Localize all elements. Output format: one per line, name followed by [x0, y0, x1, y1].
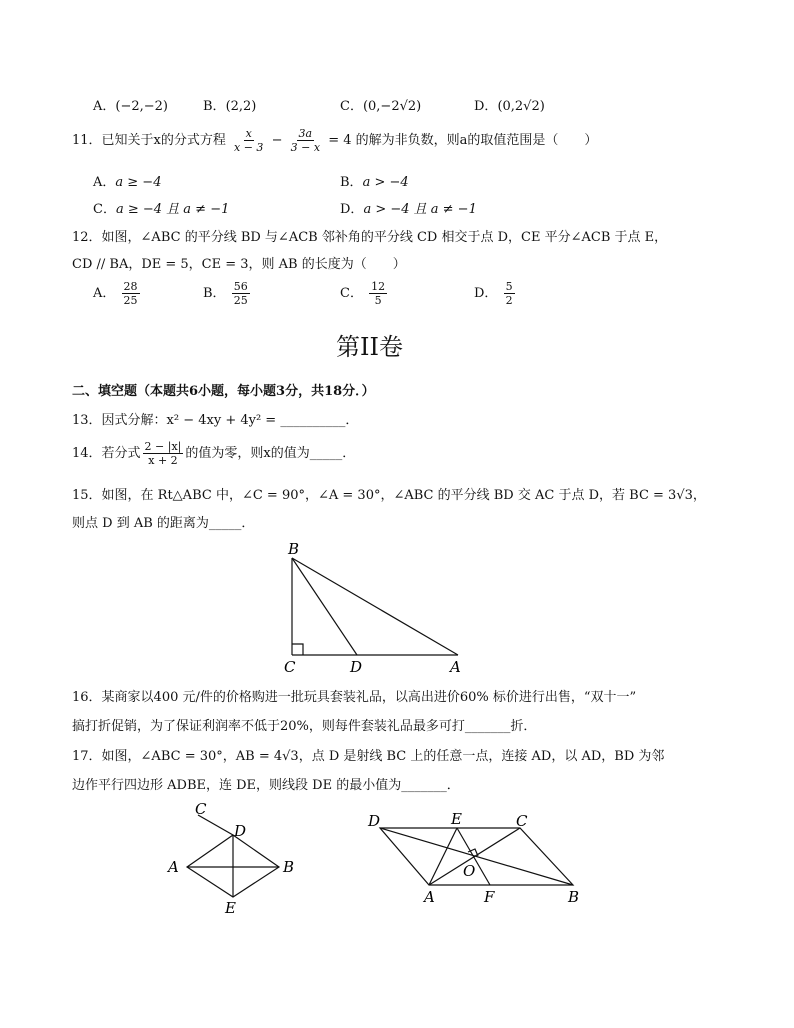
q11-minus: − — [271, 133, 283, 148]
right-angle-mark — [292, 644, 303, 655]
ray-bc — [198, 815, 233, 835]
q12-line-1: 12．如图，∠ABC 的平分线 BD 与∠ACB 邻补角的平分线 CD 相交于点 D，CE 平分∠ACB 于点 E， — [72, 230, 668, 245]
option-label: D． — [474, 286, 498, 301]
fraction-numerator: 5 — [505, 280, 513, 293]
label-b: B — [288, 540, 300, 558]
label-e: E — [225, 899, 236, 917]
label-b: B — [283, 858, 295, 876]
q12-option-d — [474, 280, 517, 307]
q10-option-d — [474, 95, 545, 114]
option-value: (2,2) — [225, 99, 257, 114]
diagonal-bd — [380, 828, 573, 885]
option-label: C． — [93, 202, 116, 217]
fraction-denominator: 3 − x — [290, 141, 321, 154]
fraction-numerator: 3a — [298, 127, 313, 140]
option-label: C． — [340, 286, 363, 301]
q11-option-c — [93, 198, 229, 217]
q10-option-b — [203, 95, 256, 114]
fraction-numerator: 12 — [371, 280, 386, 293]
fraction-denominator: 2 — [505, 294, 513, 307]
fraction-denominator: 25 — [123, 294, 138, 307]
q12-option-c — [340, 280, 389, 307]
option-value: a ≥ −4 且 a ≠ −1 — [115, 202, 230, 217]
q11-option-a — [93, 171, 161, 190]
segment-bd — [292, 558, 357, 655]
q15-line-2: 则点 D 到 AB 的距离为_____． — [72, 516, 255, 531]
fraction-denominator: 5 — [374, 294, 382, 307]
q11-option-d — [340, 198, 477, 217]
question-14 — [72, 440, 355, 468]
label-d: D — [234, 822, 247, 840]
q11-option-b — [340, 171, 409, 190]
label-d: D — [350, 658, 363, 675]
q16-line-2: 搞打折促销，为了保证利润率不低于20%，则每件套装礼品最多可打_______折． — [72, 719, 537, 734]
q14-fraction — [143, 440, 184, 467]
q16-line-1: 16．某商家以400 元/件的价格购进一批玩具套装礼品，以高出进价60% 标价进行出售，“双十一” — [72, 690, 637, 705]
fraction-numerator: x — [245, 127, 252, 140]
option-value: (−2,−2) — [115, 99, 168, 114]
question-13: 13．因式分解：x² − 4xy + 4y² = __________． — [72, 413, 359, 428]
option-label: B． — [340, 175, 363, 190]
option-value: a > −4 — [362, 175, 409, 190]
option-value: a > −4 且 a ≠ −1 — [363, 202, 477, 217]
q14-suffix: 的值为零，则x的值为_____． — [185, 446, 356, 461]
fraction-denominator: x + 2 — [148, 454, 178, 467]
section-title: 第II卷 — [336, 333, 403, 361]
q10-option-c — [340, 95, 421, 114]
figure-17-rhombus — [165, 798, 305, 918]
q15-line-1: 15．如图，在 Rt△ABC 中，∠C = 90°，∠A = 30°，∠ABC 的平分线 BD 交 AC 于点 D，若 BC = 3√3， — [72, 488, 706, 503]
question-11 — [72, 127, 597, 155]
q12-option-b — [203, 280, 252, 307]
figure-15-triangle — [280, 540, 470, 675]
q17-line-2: 边作平行四边形 ADBE，连 DE，则线段 DE 的最小值为_______． — [72, 778, 460, 793]
label-e: E — [451, 810, 462, 828]
option-label: A． — [93, 99, 116, 114]
fraction-denominator: x − 3 — [234, 141, 264, 154]
label-f: F — [484, 888, 495, 906]
label-b: B — [568, 888, 580, 906]
option-fraction — [232, 280, 250, 307]
fraction-numerator: 2 − |x| — [144, 440, 182, 453]
label-d: D — [368, 812, 381, 830]
option-label: D． — [474, 99, 498, 114]
fraction-numerator: 56 — [233, 280, 248, 293]
option-label: B． — [203, 286, 226, 301]
option-value: (0,−2√2) — [362, 99, 422, 114]
label-o: O — [463, 862, 476, 880]
fraction-numerator: 28 — [123, 280, 138, 293]
option-label: D． — [340, 202, 364, 217]
option-fraction — [504, 280, 515, 307]
label-a: A — [450, 658, 461, 675]
q11-fraction-2 — [289, 127, 322, 154]
q12-line-2: CD // BA，DE = 5，CE = 3，则 AB 的长度为（ ） — [72, 257, 406, 272]
option-label: A． — [93, 175, 116, 190]
option-label: A． — [93, 286, 116, 301]
q14-prefix: 14．若分式 — [72, 446, 141, 461]
q17-line-1: 17．如图，∠ABC = 30°，AB = 4√3，点 D 是射线 BC 上的任意一点，连接 AD，以 AD，BD 为邻 — [72, 749, 665, 764]
label-c: C — [284, 658, 296, 675]
option-value: a ≥ −4 — [115, 175, 162, 190]
option-fraction — [122, 280, 140, 307]
label-a: A — [168, 858, 179, 876]
segment-ab — [292, 558, 458, 655]
fraction-denominator: 25 — [233, 294, 248, 307]
label-c: C — [516, 812, 528, 830]
q11-suffix: = 4 的解为非负数，则a的取值范围是（ ） — [328, 133, 598, 148]
option-label: C． — [340, 99, 363, 114]
q12-option-a — [93, 280, 142, 307]
option-value: (0,2√2) — [497, 99, 545, 114]
q11-fraction-1 — [232, 127, 265, 154]
option-fraction — [369, 280, 387, 307]
label-a: A — [424, 888, 435, 906]
q10-option-a — [93, 95, 168, 114]
q11-prefix: 11．已知关于x的分式方程 — [72, 133, 226, 148]
figure-parallelogram-abcd — [360, 808, 590, 913]
part2-heading: 二、填空题（本题共6小题，每小题3分，共18分．） — [72, 384, 375, 399]
option-label: B． — [203, 99, 226, 114]
label-c: C — [195, 800, 207, 818]
